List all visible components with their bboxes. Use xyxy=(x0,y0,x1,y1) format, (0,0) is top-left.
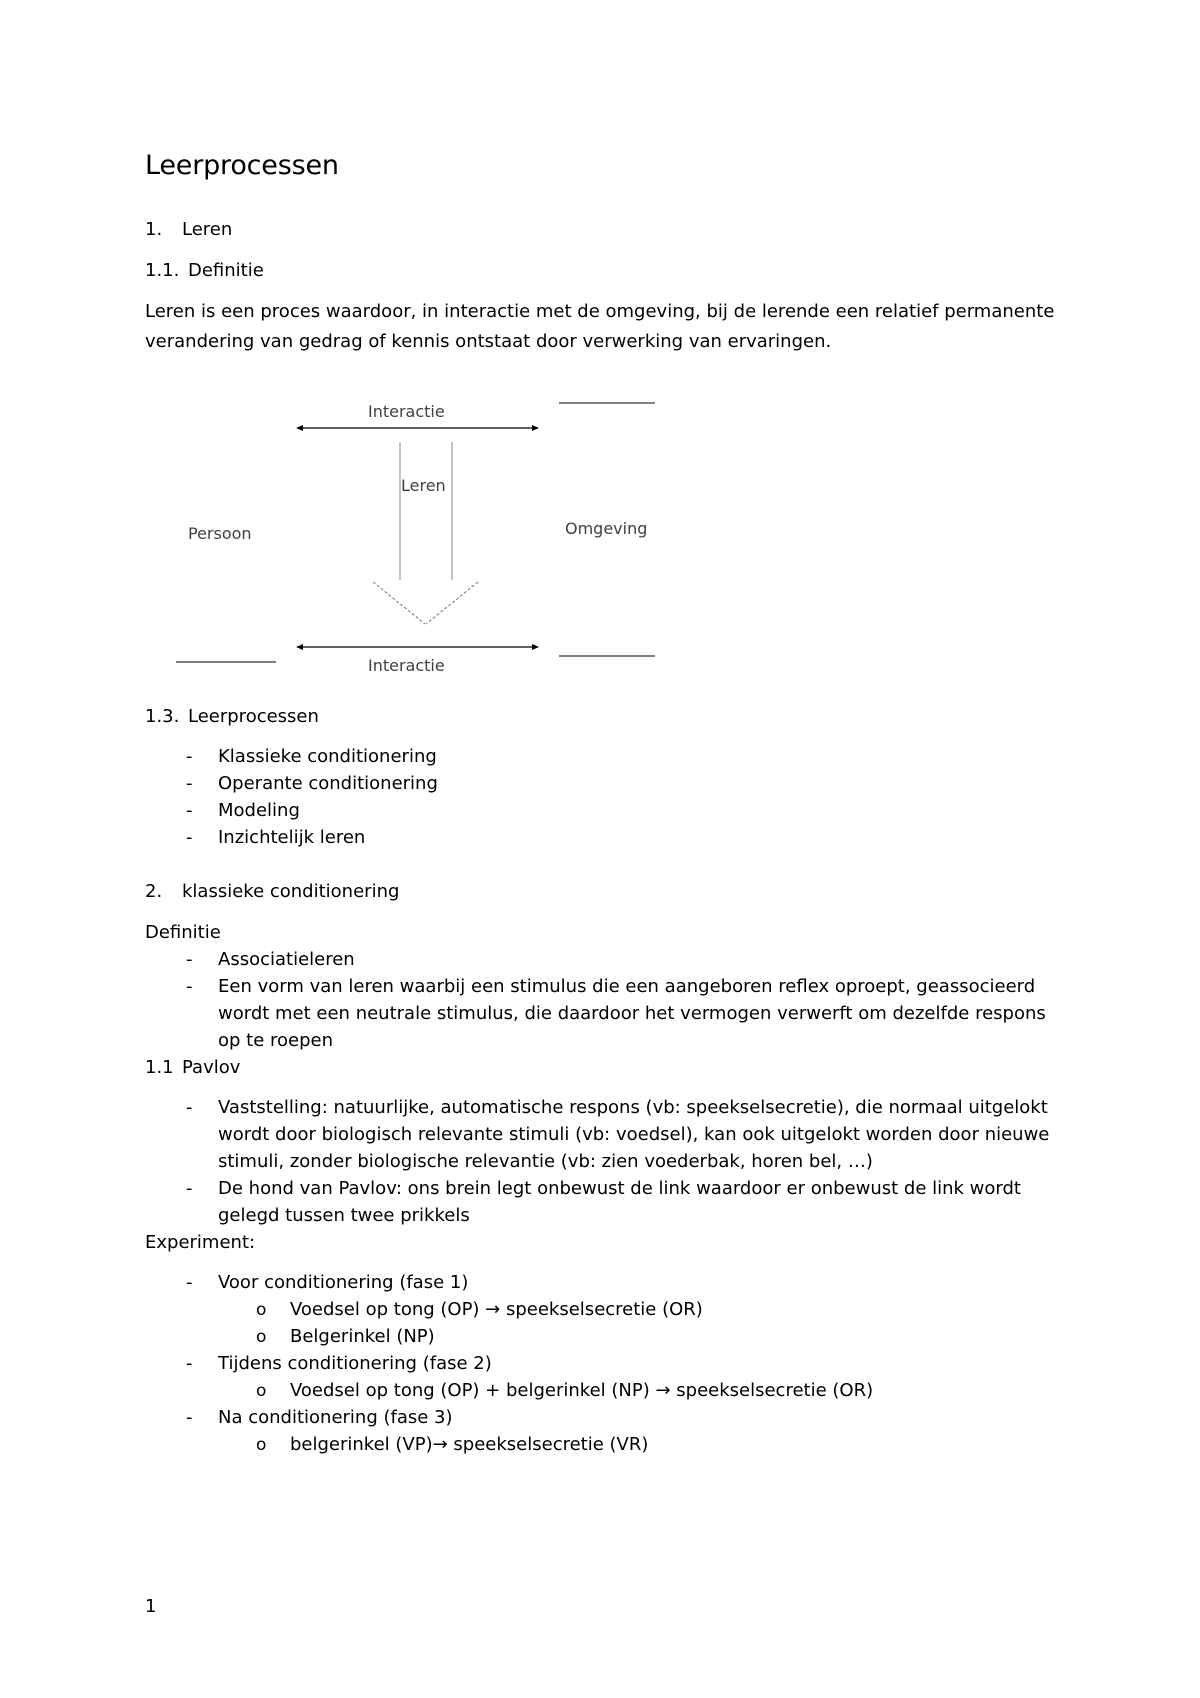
section-1-number: 1. xyxy=(145,219,163,240)
diagram-right-label: Omgeving xyxy=(565,519,648,538)
list-item-line: gelegd tussen twee prikkels xyxy=(218,1205,470,1226)
subsection-1-1-heading: Definitie xyxy=(188,260,264,281)
list-dash: - xyxy=(186,773,193,794)
list-item-line: De hond van Pavlov: ons brein legt onbewust de link waardoor er onbewust de link wordt xyxy=(218,1178,1021,1199)
list-item: Modeling xyxy=(218,800,300,821)
top-arrow-head-right xyxy=(532,425,539,431)
experiment-label: Experiment: xyxy=(145,1232,256,1253)
list-dash: - xyxy=(186,949,193,970)
phase-2: Tijdens conditionering (fase 2) xyxy=(218,1353,492,1374)
phase-1-sub-item: Belgerinkel (NP) xyxy=(290,1326,435,1347)
list-item-line: op te roepen xyxy=(218,1030,334,1051)
diagram-center-label: Leren xyxy=(401,476,446,495)
list-item-line: stimuli, zonder biologische relevantie (vb: zien voederbak, horen bel, …) xyxy=(218,1151,873,1172)
diagram-bottom-interaction-label: Interactie xyxy=(368,656,445,675)
subsection-1-1-number: 1.1. xyxy=(145,260,180,281)
definitie-label: Definitie xyxy=(145,922,221,943)
list-dash: - xyxy=(186,976,193,997)
list-dash: - xyxy=(186,1178,193,1199)
phase-1-sub-item: Voedsel op tong (OP) → speekselsecretie (OR) xyxy=(290,1299,703,1320)
list-dash: - xyxy=(186,800,193,821)
list-item: Klassieke conditionering xyxy=(218,746,437,767)
page-title: Leerprocessen xyxy=(145,150,339,181)
subsection-1-3-number: 1.3. xyxy=(145,706,180,727)
list-dash: - xyxy=(186,746,193,767)
phase-2-sub-item: Voedsel op tong (OP) + belgerinkel (NP) → speekselsecretie (OR) xyxy=(290,1380,874,1401)
list-item-line: wordt met een neutrale stimulus, die daardoor het vermogen verwerft om dezelfde respons xyxy=(218,1003,1046,1024)
diagram-top-interaction-label: Interactie xyxy=(368,402,445,421)
list-dash: - xyxy=(186,1353,193,1374)
phase-1: Voor conditionering (fase 1) xyxy=(218,1272,469,1293)
section-2-number: 2. xyxy=(145,881,163,902)
list-item: Inzichtelijk leren xyxy=(218,827,366,848)
sub-bullet: o xyxy=(256,1435,267,1455)
page-number: 1 xyxy=(145,1596,157,1617)
definition-text-line-2: verandering van gedrag of kennis ontstaat door verwerking van ervaringen. xyxy=(145,331,832,352)
pavlov-number: 1.1 xyxy=(145,1057,174,1078)
sub-bullet: o xyxy=(256,1300,267,1320)
list-dash: - xyxy=(186,1272,193,1293)
list-dash: - xyxy=(186,1097,193,1118)
learning-arrow-head-right xyxy=(426,582,478,624)
list-item-line: wordt door biologisch relevante stimuli (vb: voedsel), kan ook uitgelokt worden door nieuwe xyxy=(218,1124,1050,1145)
list-dash: - xyxy=(186,827,193,848)
list-item: Operante conditionering xyxy=(218,773,438,794)
list-item: Associatieleren xyxy=(218,949,355,970)
subsection-1-3-heading: Leerprocessen xyxy=(188,706,319,727)
definition-text-line-1: Leren is een proces waardoor, in interactie met de omgeving, bij de lerende een relatief permanente xyxy=(145,301,1055,322)
learning-arrow-head-left xyxy=(373,582,425,624)
list-dash: - xyxy=(186,1407,193,1428)
list-item-line: Vaststelling: natuurlijke, automatische respons (vb: speekselsecretie), die normaal uitgelokt xyxy=(218,1097,1048,1118)
sub-bullet: o xyxy=(256,1327,267,1347)
list-item-line: Een vorm van leren waarbij een stimulus die een aangeboren reflex oproept, geassocieerd xyxy=(218,976,1036,997)
diagram-left-label: Persoon xyxy=(188,524,252,543)
pavlov-heading: Pavlov xyxy=(182,1057,241,1078)
section-1-heading: Leren xyxy=(182,219,233,240)
section-2-heading: klassieke conditionering xyxy=(182,881,400,902)
top-arrow-head-left xyxy=(296,425,303,431)
bottom-arrow-head-right xyxy=(532,644,539,650)
bottom-arrow-head-left xyxy=(296,644,303,650)
phase-3-sub-item: belgerinkel (VP)→ speekselsecretie (VR) xyxy=(290,1434,649,1455)
phase-3: Na conditionering (fase 3) xyxy=(218,1407,453,1428)
sub-bullet: o xyxy=(256,1381,267,1401)
